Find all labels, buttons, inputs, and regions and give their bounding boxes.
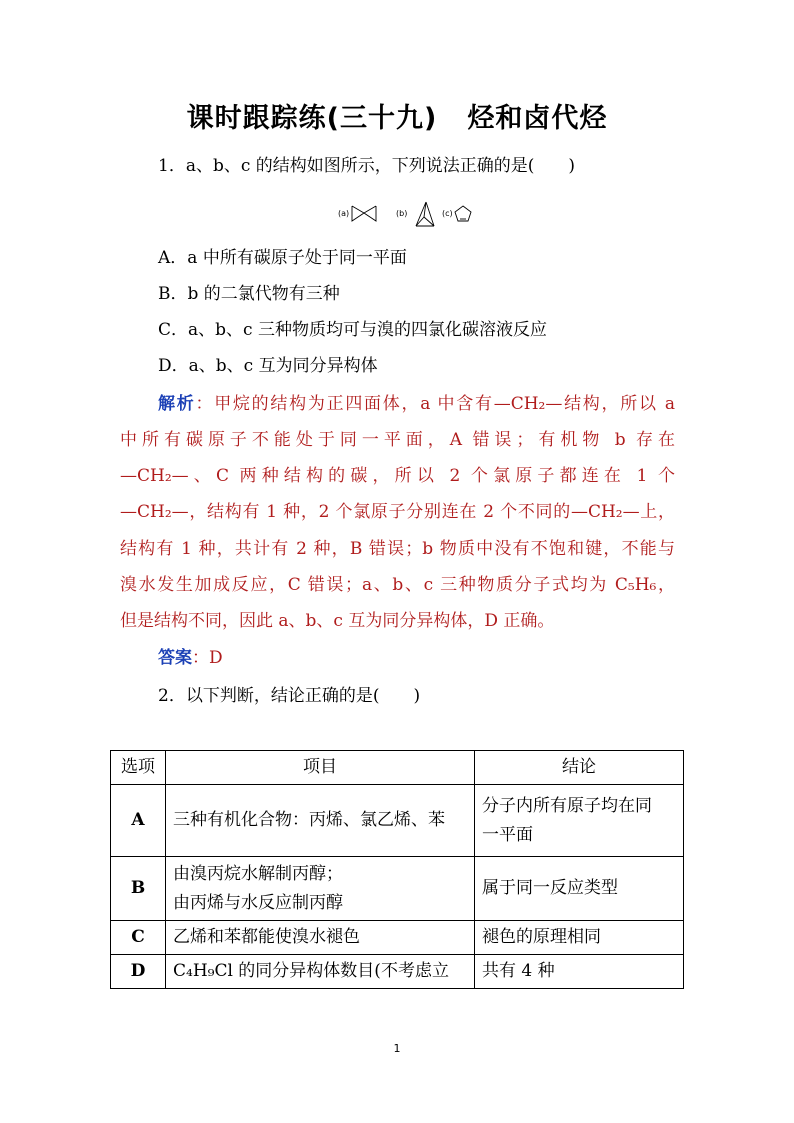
analysis-line-7: 但是结构不同，因此 a、b、c 互为同分异构体，D 正确。 [120, 611, 555, 631]
q1-option-a: A．a 中所有碳原子处于同一平面 [158, 248, 407, 268]
title-topic: 烃和卤代烃 [467, 103, 608, 134]
row-item: 三种有机化合物：丙烯、氯乙烯、苯 [166, 785, 475, 857]
row-item: 乙烯和苯都能使溴水褪色 [166, 921, 475, 955]
row-conclusion: 属于同一反应类型 [475, 857, 684, 921]
answer-line [158, 646, 223, 670]
figure-label-b: (b) [396, 209, 408, 218]
figure-label-a: (a) [338, 209, 350, 218]
analysis-line-3: —CH₂—、C 两种结构的碳，所以 2 个氯原子都连在 1 个 [120, 466, 675, 486]
question-2-stem: 2．以下判断，结论正确的是( ) [158, 686, 421, 706]
table-row [111, 857, 684, 921]
answer-value: ：D [192, 648, 223, 668]
row-option: C [111, 921, 166, 955]
header-option: 选项 [111, 751, 166, 785]
row-option: D [111, 955, 166, 989]
header-conclusion: 结论 [475, 751, 684, 785]
row-conclusion: 分子内所有原子均在同 一平面 [475, 785, 684, 857]
row-option: B [111, 857, 166, 921]
structure-a-icon [352, 206, 376, 221]
q1-option-b: B．b 的二氯代物有三种 [158, 284, 340, 304]
row-item: C₄H₉Cl 的同分异构体数目(不考虑立 [166, 955, 475, 989]
q1-option-d: D．a、b、c 互为同分异构体 [158, 356, 378, 376]
header-item: 项目 [166, 751, 475, 785]
page-number: 1 [393, 1042, 401, 1055]
question-1-stem: 1．a、b、c 的结构如图所示，下列说法正确的是( ) [158, 156, 576, 176]
analysis-line-4: —CH₂—，结构有 1 种，2 个氯原子分别连在 2 个不同的—CH₂—上， [120, 502, 675, 522]
table-row [111, 921, 684, 955]
q1-option-c: C．a、b、c 三种物质均可与溴的四氯化碳溶液反应 [158, 320, 547, 340]
options-table [110, 750, 684, 989]
table-row [111, 955, 684, 989]
analysis-line-2: 中所有碳原子不能处于同一平面，A 错误；有机物 b 存在 [120, 430, 675, 450]
row-conclusion: 褪色的原理相同 [475, 921, 684, 955]
analysis-line-1: 解析：甲烷的结构为正四面体，a 中含有—CH₂—结构，所以 a [158, 394, 675, 414]
row-conclusion: 共有 4 种 [475, 955, 684, 989]
answer-label: 答案 [158, 648, 192, 668]
figure-label-c: (c) [442, 209, 453, 218]
table-header-row [111, 751, 684, 785]
analysis-line-5: 结构有 1 种，共计有 2 种，B 错误；b 物质中没有不饱和键，不能与 [120, 539, 675, 559]
analysis-line-6: 溴水发生加成反应，C 错误；a、b、c 三种物质分子式均为 C₅H₆， [120, 575, 675, 595]
page-title [0, 96, 794, 135]
structure-c-icon [455, 206, 471, 221]
structure-b-icon [416, 202, 434, 226]
title-main: 课时跟踪练(三十九) [186, 103, 438, 134]
row-option: A [111, 785, 166, 857]
analysis-label: 解析 [158, 394, 196, 414]
structure-figure [338, 200, 473, 228]
row-item: 由溴丙烷水解制丙醇； 由丙烯与水反应制丙醇 [166, 857, 475, 921]
table-row [111, 785, 684, 857]
